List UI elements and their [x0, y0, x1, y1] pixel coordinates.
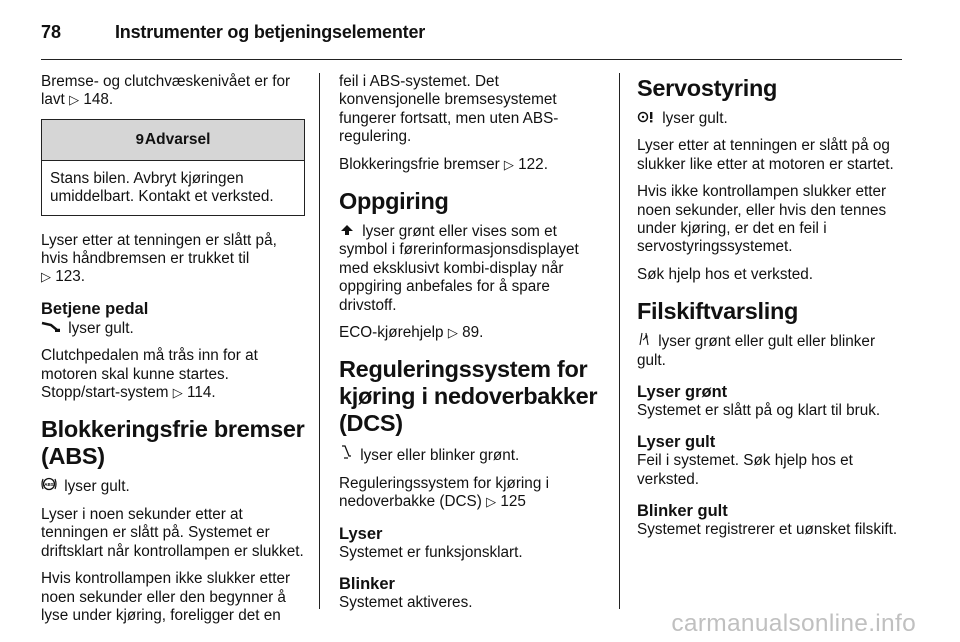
- lyser-text: Systemet er funksjonsklart.: [339, 543, 523, 561]
- warning-title: Advarsel: [144, 130, 211, 148]
- upshift-paragraph: lyser grønt eller vises som et symbol i førerinformasjonsdisplayet med eksklusivt kombi-display når oppgiring anbefales for å spare drivstoff.: [339, 223, 579, 314]
- blinker-text: Systemet aktiveres.: [339, 594, 473, 612]
- pedal-status: lyser gult.: [41, 319, 305, 338]
- blink-text: Systemet registrerer et uønsket filskift.: [637, 521, 898, 539]
- lyser-heading: Lyser: [339, 524, 383, 543]
- page-number: 78: [41, 22, 62, 42]
- blinker-heading: Blinker: [339, 575, 395, 594]
- abs-reference: Blokkeringsfrie bremser ▷ 122.: [339, 155, 548, 173]
- yellow-heading: Lyser gult: [637, 433, 716, 452]
- header-rule: [41, 59, 902, 60]
- warning-box: [41, 119, 305, 216]
- servo-paragraph-3: Søk hjelp hos et verksted.: [637, 265, 813, 283]
- abs-status: ABS lyser gult.: [41, 477, 305, 496]
- dcs-paragraph: Reguleringssystem for kjøring i nedoverbakke (DCS) ▷ 125: [339, 474, 549, 511]
- lane-change-icon: [637, 332, 651, 350]
- servo-status: lyser gult.: [637, 109, 903, 128]
- warning-icon: 9: [135, 131, 144, 149]
- dcs-heading: Reguleringssystem for kjøring i nedoverbakker (DCS): [339, 356, 598, 437]
- servo-heading: Servostyring: [637, 75, 778, 101]
- ref-arrow-icon: ▷: [41, 269, 51, 285]
- warning-header: [42, 120, 304, 161]
- green-heading: Lyser grønt: [637, 383, 728, 402]
- servo-paragraph-1: Lyser etter at tenningen er slått på og slukker like etter at motoren er startet.: [637, 137, 894, 173]
- upshift-icon: [339, 222, 355, 240]
- intro-paragraph: Bremse- og clutchvæskenivået er for lavt ▷ 148.: [41, 73, 291, 109]
- descent-control-icon: [339, 444, 353, 464]
- power-steering-icon: [637, 109, 655, 127]
- clutch-pedal-icon: [41, 319, 61, 337]
- pedal-paragraph: Clutchpedalen må trås inn for at motoren skal kunne startes. Stopp/start-system ▷ 114.: [41, 347, 258, 402]
- eco-reference: ECO-kjørehjelp ▷ 89.: [339, 324, 484, 342]
- warning-body: Stans bilen. Avbryt kjøringen umiddelbart. Kontakt et verksted.: [50, 169, 274, 206]
- servo-paragraph-2: Hvis ikke kontrollampen slukker etter noen sekunder, eller hvis den tennes under kjøring, er det en feil i servostyringssystemet.: [637, 183, 887, 256]
- column-divider: [619, 73, 620, 609]
- ref-arrow-icon: ▷: [447, 325, 458, 341]
- handbrake-paragraph: Lyser etter at tenningen er slått på, hvis håndbremsen er trukket til ▷ 123.: [41, 231, 277, 286]
- page-header: [41, 22, 425, 46]
- green-text: Systemet er slått på og klart til bruk.: [637, 402, 881, 420]
- column-1: [41, 73, 305, 634]
- abs-heading: Blokkeringsfrie bremser (ABS): [41, 416, 305, 470]
- yellow-text: Feil i systemet. Søk hjelp hos et verksted.: [637, 452, 853, 488]
- watermark: carmanualsonline.info: [671, 610, 916, 637]
- upshift-heading: Oppgiring: [339, 188, 449, 215]
- running-title: Instrumenter og betjeningselementer: [115, 22, 426, 42]
- lane-heading: Filskiftvarsling: [637, 298, 799, 325]
- column-2: [339, 73, 603, 622]
- abs-icon: [41, 477, 57, 495]
- lane-status: lyser grønt eller gult eller blinker gult.: [637, 333, 876, 369]
- abs-paragraph-1: Lyser i noen sekunder etter at tenningen er slått på. Systemet er driftsklart når kontrollampen er slukket.: [41, 505, 304, 560]
- column-divider: [319, 73, 320, 609]
- column-3: [637, 73, 903, 549]
- dcs-status: lyser eller blinker grønt.: [339, 444, 603, 465]
- ref-arrow-icon: ▷: [69, 92, 80, 108]
- ref-arrow-icon: ▷: [486, 494, 497, 510]
- svg-text:ABS: ABS: [44, 482, 54, 488]
- ref-arrow-icon: ▷: [172, 385, 183, 401]
- pedal-heading: Betjene pedal: [41, 299, 149, 318]
- blink-heading: Blinker gult: [637, 502, 728, 521]
- abs-continuation: feil i ABS-systemet. Det konvensjonelle bremsesystemet fungerer fortsatt, men uten ABS-regulering.: [339, 73, 559, 146]
- abs-paragraph-2: Hvis kontrollampen ikke slukker etter noen sekunder eller den begynner å lyse under kjøring, foreligger det en: [41, 570, 291, 624]
- ref-arrow-icon: ▷: [503, 156, 514, 172]
